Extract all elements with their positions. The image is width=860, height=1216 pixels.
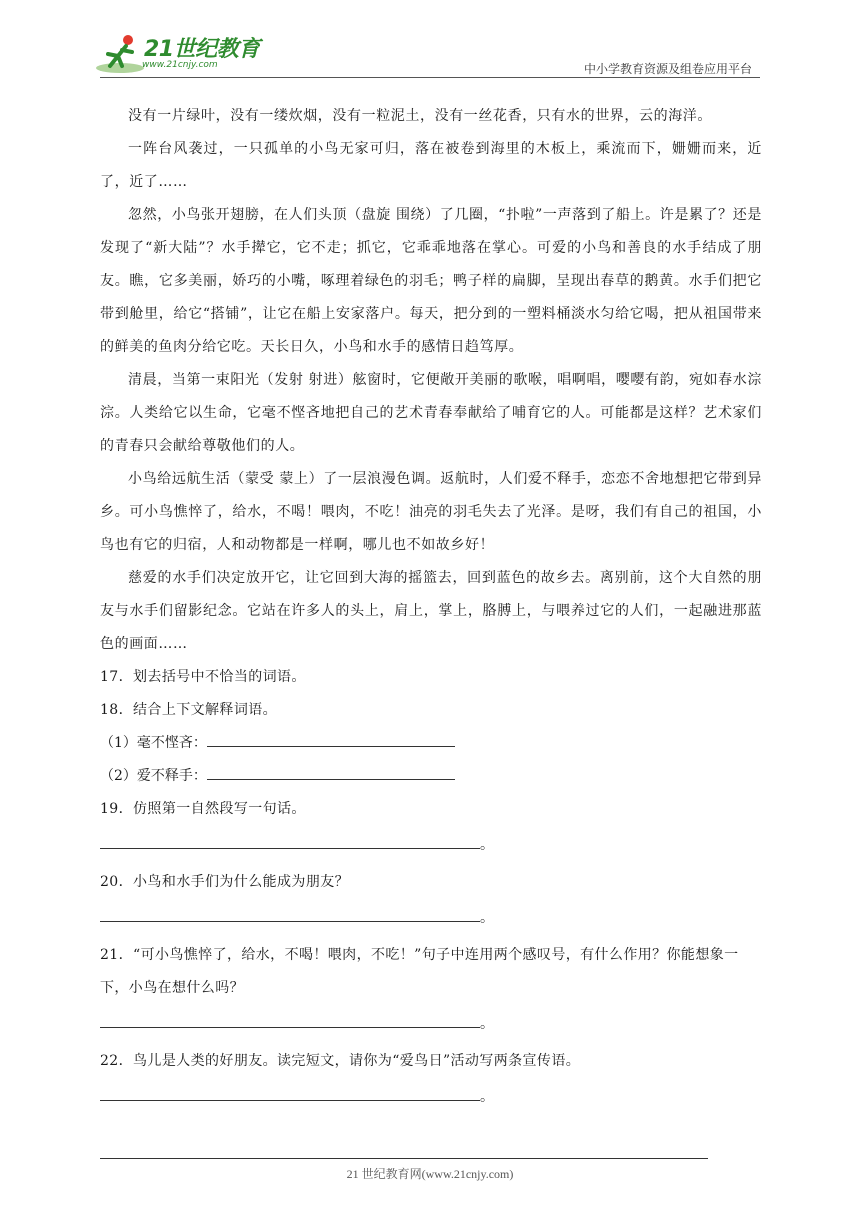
answer-underline	[100, 1027, 480, 1028]
passage-paragraph-6: 慈爱的水手们决定放开它，让它回到大海的摇篮去，回到蓝色的故乡去。离别前，这个大自然的朋友与水手们留影纪念。它站在许多人的头上，肩上，掌上，胳膊上，与喂养过它的人们，一起融进那蓝色的画面……	[100, 570, 762, 652]
answer-underline	[100, 921, 480, 922]
answer-end-mark: 。	[480, 1016, 494, 1032]
answer-blank-18-2[interactable]	[207, 765, 455, 780]
answer-line-19[interactable]	[100, 826, 762, 862]
question-18-item-2-label: （2）爱不释手：	[100, 768, 207, 784]
answer-line-22[interactable]	[100, 1078, 762, 1114]
answer-line-21[interactable]	[100, 1005, 762, 1041]
header-divider	[100, 77, 760, 78]
passage-paragraph-3: 忽然，小鸟张开翅膀，在人们头顶（盘旋 围绕）了几圈，“扑啦”一声落到了船上。许是累了？还是发现了“新大陆”？水手撵它，它不走；抓它，它乖乖地落在掌心。可爱的小鸟和善良的水手结成了朋友。瞧，它多美丽，娇巧的小嘴，啄理着绿色的羽毛；鸭子样的扁脚，呈现出春草的鹅黄。水手们把它带到舱里，给它“搭铺”，让它在船上安家落户。每天，把分到的一塑料桶淡水匀给它喝，把从祖国带来的鲜美的鱼肉分给它吃。天长日久，小鸟和水手的感情日趋笃厚。	[100, 207, 762, 355]
document-body	[100, 100, 762, 1114]
question-21: 21．“可小鸟憔悴了，给水，不喝！喂肉，不吃！”句子中连用两个感叹号，有什么作用？你能想象一下，小鸟在想什么吗？	[100, 947, 739, 996]
question-17: 17．划去括号中不恰当的词语。	[100, 669, 306, 685]
answer-end-mark: 。	[480, 910, 494, 926]
answer-blank-18-1[interactable]	[207, 732, 455, 747]
passage-paragraph-4: 清晨，当第一束阳光（发射 射进）舷窗时，它便敞开美丽的歌喉，唱啊唱，嘤嘤有韵，宛如春水淙淙。人类给它以生命，它毫不悭吝地把自己的艺术青春奉献给了哺育它的人。可能都是这样？艺术家们的青春只会献给尊敬他们的人。	[100, 372, 762, 454]
page-header	[92, 30, 760, 78]
answer-line-20[interactable]	[100, 899, 762, 935]
page-footer: 21 世纪教育网(www.21cnjy.com)	[346, 1167, 514, 1181]
answer-end-mark: 。	[480, 1089, 494, 1105]
question-19: 19．仿照第一自然段写一句话。	[100, 801, 306, 817]
passage-paragraph-2: 一阵台风袭过，一只孤单的小鸟无家可归，落在被卷到海里的木板上，乘流而下，姗姗而来，近了，近了……	[100, 141, 762, 190]
footer-divider	[100, 1158, 708, 1159]
answer-end-mark: 。	[480, 837, 494, 853]
passage-paragraph-1: 没有一片绿叶，没有一缕炊烟，没有一粒泥土，没有一丝花香，只有水的世界，云的海洋。	[128, 108, 712, 124]
site-logo[interactable]	[92, 30, 262, 76]
runner-logo-icon	[92, 32, 144, 76]
passage-paragraph-5: 小鸟给远航生活（蒙受 蒙上）了一层浪漫色调。返航时，人们爱不释手，恋恋不舍地想把它带到异乡。可小鸟憔悴了，给水，不喝！喂肉，不吃！油亮的羽毛失去了光泽。是呀，我们有自己的祖国，小鸟也有它的归宿，人和动物都是一样啊，哪儿也不如故乡好！	[100, 471, 762, 553]
question-18-item-2	[100, 760, 762, 793]
logo-wordmark: 21世纪教育	[144, 37, 260, 62]
question-18: 18．结合上下文解释词语。	[100, 702, 278, 718]
question-20: 20．小鸟和水手们为什么能成为朋友？	[100, 874, 350, 890]
question-18-item-1	[100, 727, 762, 760]
answer-underline	[100, 1100, 480, 1101]
answer-underline	[100, 848, 480, 849]
platform-name: 中小学教育资源及组卷应用平台	[583, 62, 752, 76]
question-18-item-1-label: （1）毫不悭吝：	[100, 735, 207, 751]
logo-url: www.21cnjy.com	[142, 60, 218, 70]
question-22: 22．鸟儿是人类的好朋友。读完短文，请你为“爱鸟日”活动写两条宣传语。	[100, 1053, 581, 1069]
